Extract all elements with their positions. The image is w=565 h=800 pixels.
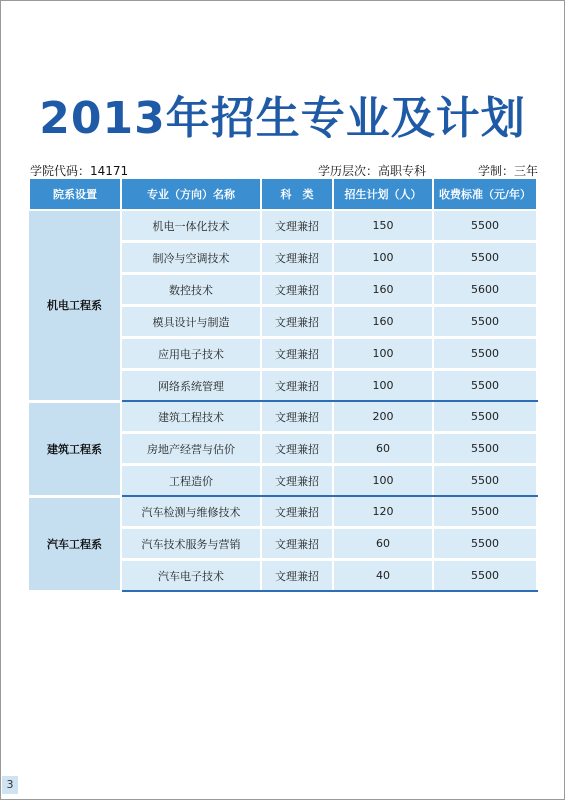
major-cell: 模具设计与制造: [121, 306, 261, 338]
header-category: 科 类: [261, 178, 333, 210]
plan-cell: 120: [333, 496, 433, 528]
category-cell: 文理兼招: [261, 338, 333, 370]
plan-cell: 160: [333, 274, 433, 306]
education-level: 学历层次：高职专科: [318, 164, 427, 178]
plan-cell: 60: [333, 528, 433, 560]
plan-cell: 150: [333, 210, 433, 242]
fee-cell: 5500: [433, 338, 537, 370]
fee-cell: 5500: [433, 242, 537, 274]
department-cell: 建筑工程系: [29, 401, 121, 496]
plan-cell: 160: [333, 306, 433, 338]
fee-cell: 5500: [433, 560, 537, 592]
category-cell: 文理兼招: [261, 465, 333, 497]
category-cell: 文理兼招: [261, 370, 333, 402]
fee-cell: 5500: [433, 528, 537, 560]
fee-cell: 5500: [433, 433, 537, 465]
category-cell: 文理兼招: [261, 401, 333, 433]
plan-cell: 100: [333, 338, 433, 370]
fee-cell: 5500: [433, 370, 537, 402]
category-cell: 文理兼招: [261, 274, 333, 306]
plan-cell: 200: [333, 401, 433, 433]
table-row: [29, 401, 537, 433]
college-code: 学院代码：14171: [30, 164, 129, 178]
major-cell: 汽车技术服务与营销: [121, 528, 261, 560]
major-cell: 制冷与空调技术: [121, 242, 261, 274]
table-row: [29, 496, 537, 528]
category-cell: 文理兼招: [261, 496, 333, 528]
major-cell: 网络系统管理: [121, 370, 261, 402]
fee-cell: 5500: [433, 496, 537, 528]
fee-cell: 5500: [433, 210, 537, 242]
table-header-row: [29, 178, 537, 210]
fee-cell: 5500: [433, 401, 537, 433]
fee-cell: 5500: [433, 465, 537, 497]
major-cell: 房地产经营与估价: [121, 433, 261, 465]
header-department: 院系设置: [29, 178, 121, 210]
plan-cell: 100: [333, 465, 433, 497]
study-duration: 学制：三年: [478, 164, 539, 178]
major-cell: 应用电子技术: [121, 338, 261, 370]
fee-cell: 5600: [433, 274, 537, 306]
department-cell: 机电工程系: [29, 210, 121, 401]
plan-cell: 100: [333, 370, 433, 402]
fee-cell: 5500: [433, 306, 537, 338]
major-cell: 机电一体化技术: [121, 210, 261, 242]
major-cell: 工程造价: [121, 465, 261, 497]
plan-cell: 100: [333, 242, 433, 274]
header-plan: 招生计划（人）: [333, 178, 433, 210]
category-cell: 文理兼招: [261, 242, 333, 274]
major-cell: 汽车检测与维修技术: [121, 496, 261, 528]
category-cell: 文理兼招: [261, 210, 333, 242]
category-cell: 文理兼招: [261, 306, 333, 338]
enrollment-plan-table: [28, 177, 538, 593]
major-cell: 建筑工程技术: [121, 401, 261, 433]
major-cell: 数控技术: [121, 274, 261, 306]
department-cell: 汽车工程系: [29, 496, 121, 591]
category-cell: 文理兼招: [261, 433, 333, 465]
page-number: 3: [2, 776, 18, 794]
category-cell: 文理兼招: [261, 528, 333, 560]
category-cell: 文理兼招: [261, 560, 333, 592]
plan-cell: 40: [333, 560, 433, 592]
header-fee: 收费标准（元/年）: [433, 178, 537, 210]
major-cell: 汽车电子技术: [121, 560, 261, 592]
table-row: [29, 210, 537, 242]
page-title: 2013年招生专业及计划: [39, 93, 526, 144]
plan-cell: 60: [333, 433, 433, 465]
header-major: 专业（方向）名称: [121, 178, 261, 210]
